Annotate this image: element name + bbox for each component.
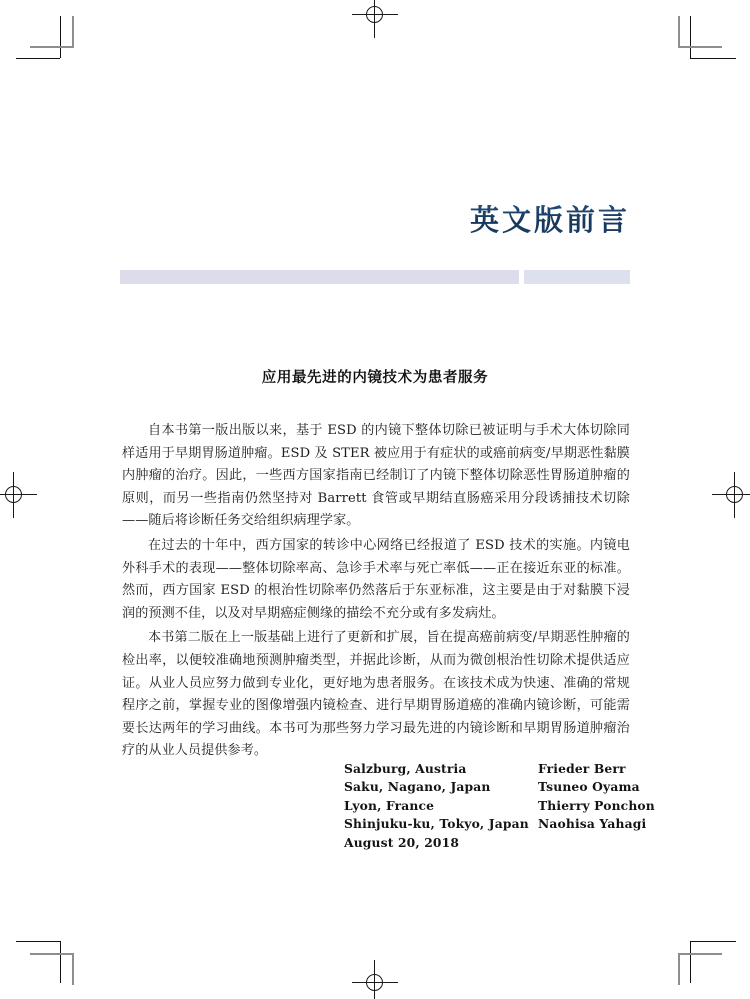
signature-authors-column: [538, 760, 655, 852]
signature-place: Lyon, France: [344, 797, 435, 813]
signature-date: August 20, 2018: [344, 834, 460, 850]
paragraph: 本书第二版在上一版基础上进行了更新和扩展，旨在提高癌前病变/早期恶性肿瘤的检出率，以便较准确地预测肿瘤类型，并据此诊断，从而为微创根治性切除术提供适应证。从业人员应努力做到专业化，更好地为患者服务。在该技术成为快速、准确的常规程序之前，掌握专业的图像增强内镜检查、进行早期胃肠道癌的准确内镜诊断，可能需要长达两年的学习曲线。本书可为那些努力学习最先进的内镜诊断和早期胃肠道肿瘤治疗的从业人员提供参考。: [122, 630, 630, 759]
page-title: 英文版前言: [470, 198, 630, 239]
registration-mark-bottom-icon: [352, 960, 398, 999]
preface-body: [122, 420, 630, 765]
registration-mark-top-icon: [352, 0, 398, 38]
signature-places-column: [344, 760, 538, 852]
paragraph: 自本书第一版出版以来，基于 ESD 的内镜下整体切除已被证明与手术大体切除同样适用于早期胃肠道肿瘤。ESD 及 STER 被应用于有症状的或癌前病变/早期恶性黏膜内肿瘤的治疗。因此，一些西方国家指南已经制订了内镜下整体切除恶性胃肠道肿瘤的原则，而另一些指南仍然坚持对 Barrett 食管或早期结直肠癌采用分段诱捕技术切除——随后将诊断任务交给组织病理学家。: [122, 423, 630, 529]
signature-block: [344, 760, 655, 852]
crop-mark-bottom-left-icon: [16, 927, 72, 983]
crop-mark-top-left-icon: [16, 16, 72, 72]
decorative-rule: [120, 270, 630, 284]
decorative-rule-segment-left: [120, 270, 519, 284]
signature-place: Salzburg, Austria: [344, 761, 467, 776]
registration-mark-right-icon: [712, 472, 750, 518]
crop-mark-bottom-right-icon: [678, 927, 734, 983]
paragraph: 在过去的十年中，西方国家的转诊中心网络已经报道了 ESD 技术的实施。内镜电外科手术的表现——整体切除率高、急诊手术率与死亡率低——正在接近东亚的标准。然而，西方国家 ESD 的根治性切除率仍然落后于东亚标准，这主要是由于对黏膜下浸润的预测不佳，以及对早期癌症侧缘的描绘不充分或有多发病灶。: [122, 537, 630, 621]
crop-mark-top-right-icon: [678, 16, 734, 72]
signature-place: Shinjuku-ku, Tokyo, Japan: [344, 816, 529, 832]
signature-author: Naohisa Yahagi: [538, 816, 647, 832]
signature-author: Tsuneo Oyama: [538, 779, 640, 795]
decorative-rule-segment-right: [524, 270, 630, 284]
signature-author: Frieder Berr: [538, 761, 626, 776]
signature-place: Saku, Nagano, Japan: [344, 779, 491, 795]
page-subtitle: 应用最先进的内镜技术为患者服务: [261, 369, 489, 386]
registration-mark-left-icon: [0, 472, 37, 518]
signature-author: Thierry Ponchon: [538, 797, 655, 813]
